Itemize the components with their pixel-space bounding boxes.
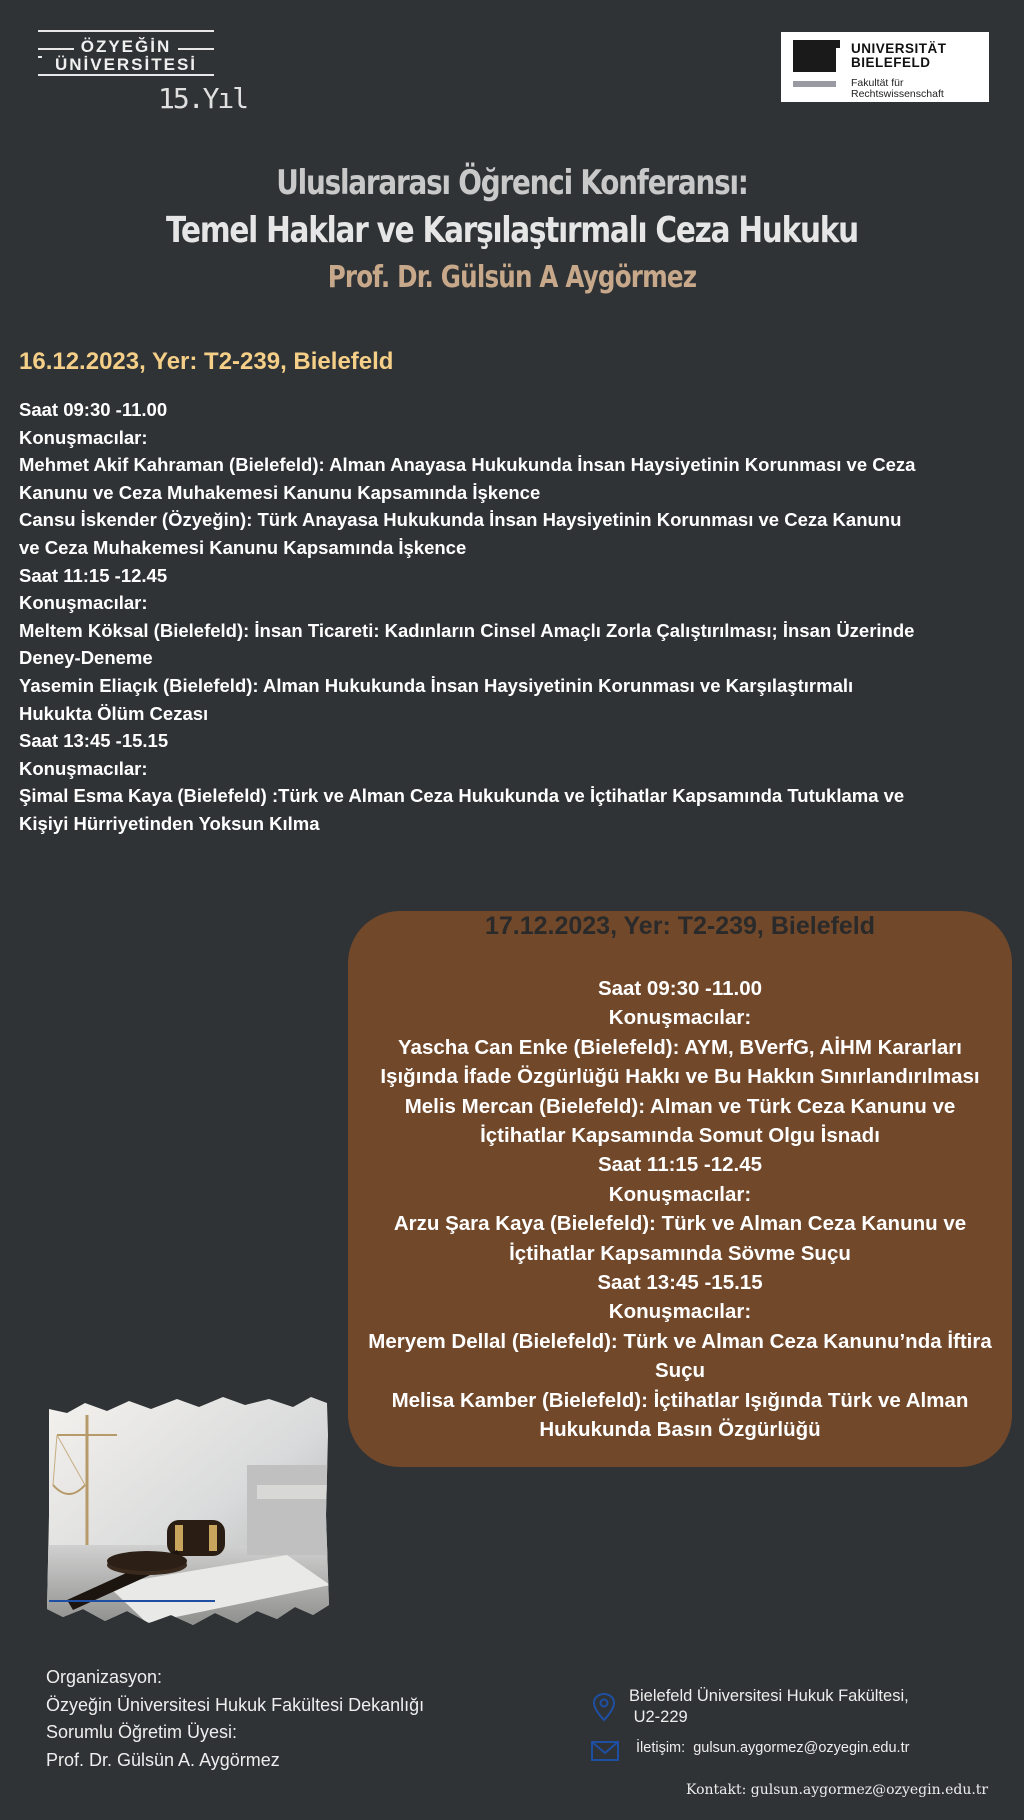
program-line: Meryem Dellal (Bielefeld): Türk ve Alman Ceza Kanunu’nda İftira [368,1329,992,1353]
day2-heading: 17.12.2023, Yer: T2-239, Bielefeld [484,912,876,940]
program-line: Işığında İfade Özgürlüğü Hakkı ve Bu Hakkın Sınırlandırılması [380,1065,980,1089]
envelope-icon [591,1740,619,1762]
program-line: İçtihatlar Kapsamında Sövme Suçu [509,1241,851,1265]
ozyegin-university-logo [38,30,258,120]
program-line: Konuşmacılar: [19,592,148,614]
program-line: Yasemin Eliaçık (Bielefeld): Alman Hukukunda İnsan Haysiyetinin Korunması ve Karşılaştırmalı [19,674,854,696]
program-line: Konuşmacılar: [608,1006,752,1030]
day1-program [19,396,1009,838]
program-line: Şimal Esma Kaya (Bielefeld) :Türk ve Alman Ceza Hukukunda ve İçtihatlar Kapsamında Tutuklama ve [19,785,905,807]
program-line: Deney-Deneme [19,647,153,669]
org-line: Özyeğin Üniversitesi Hukuk Fakültesi Dekanlığı [46,1694,425,1715]
contact-email[interactable]: İletişim: gulsun.aygormez@ozyegin.edu.tr [636,1740,910,1756]
program-line: Cansu İskender (Özyeğin): Türk Anayasa Hukukunda İnsan Haysiyetinin Korunması ve Ceza Kanunu [19,509,902,531]
org-line: Prof. Dr. Gülsün A. Aygörmez [46,1749,280,1770]
ozyegin-logo-line2: ÜNİVERSİTESİ [54,55,198,74]
program-line: Melis Mercan (Bielefeld): Alman ve Türk Ceza Kanunu ve [404,1094,956,1118]
program-line: Hukukunda Basın Özgürlüğü [539,1418,821,1442]
ozyegin-anniversary-mark: 15.Yıl [158,82,248,115]
ozyegin-logo-line1: ÖZYEĞİN [80,37,172,56]
program-line: Saat 13:45 -15.15 [597,1271,763,1295]
program-line: Melisa Kamber (Bielefeld): İçtihatlar Işığında Türk ve Alman [391,1388,969,1412]
program-line: Saat 09:30 -11.00 [597,977,763,1000]
program-line: Saat 11:15 -12.45 [19,564,168,586]
program-line: Konuşmacılar: [19,426,148,448]
program-line: Mehmet Akif Kahraman (Bielefeld): Alman Anayasa Hukukunda İnsan Haysiyetinin Korunması ve Ceza [19,454,916,476]
venue-address: Bielefeld Üniversitesi Hukuk Fakültesi, U2-229 [629,1687,909,1726]
bielefeld-logo-bar [793,81,836,87]
conference-title: Uluslararası Öğrenci Konferansı: [276,163,748,203]
org-line: Organizasyon: [46,1667,163,1687]
program-line: Konuşmacılar: [608,1300,752,1324]
program-line: Arzu Şara Kaya (Bielefeld): Türk ve Alman Ceza Kanunu ve [393,1212,967,1236]
gavel-photo [47,1395,330,1627]
program-line: Konuşmacılar: [19,757,148,779]
bielefeld-logo-faculty: Fakultät für Rechtswissenschaft [851,77,944,100]
program-line: Kişiyi Hürriyetinden Yoksun Kılma [19,812,320,834]
program-line: Konuşmacılar: [608,1182,752,1206]
program-line: Saat 09:30 -11.00 [19,399,168,420]
location-pin-icon [592,1692,616,1722]
organizer-name: Prof. Dr. Gülsün A Aygörmez [327,260,697,295]
program-line: Yascha Can Enke (Bielefeld): AYM, BVerfG, AİHM Kararları [398,1035,962,1059]
program-line: Kanunu ve Ceza Muhakemesi Kanunu Kapsamında İşkence [19,481,541,503]
program-line: Suçu [654,1359,706,1383]
program-line: ve Ceza Muhakemesi Kanunu Kapsamında İşkence [19,536,467,558]
day2-program [348,974,1012,1445]
bielefeld-logo-name: UNIVERSITÄT BIELEFELD [851,41,947,70]
program-line: İçtihatlar Kapsamında Somut Olgu İsnadı [480,1124,880,1148]
bielefeld-university-logo [781,32,989,102]
program-line: Saat 11:15 -12.45 [597,1153,763,1177]
org-line: Sorumlu Öğretim Üyesi: [46,1722,238,1742]
bielefeld-logo-mark [793,40,836,72]
program-line: Hukukta Ölüm Cezası [19,702,209,724]
program-line: Meltem Köksal (Bielefeld): İnsan Ticareti: Kadınların Cinsel Amaçlı Zorla Çalıştırılması; İnsan Üzerinde [19,619,915,641]
conference-subtitle: Temel Haklar ve Karşılaştırmalı Ceza Hukuku [166,210,858,251]
kontakt-email[interactable]: Kontakt: gulsun.aygormez@ozyegin.edu.tr [686,1782,989,1798]
organization-info [46,1664,424,1774]
day1-heading: 16.12.2023, Yer: T2-239, Bielefeld [19,348,394,375]
program-line: Saat 13:45 -15.15 [19,730,169,752]
